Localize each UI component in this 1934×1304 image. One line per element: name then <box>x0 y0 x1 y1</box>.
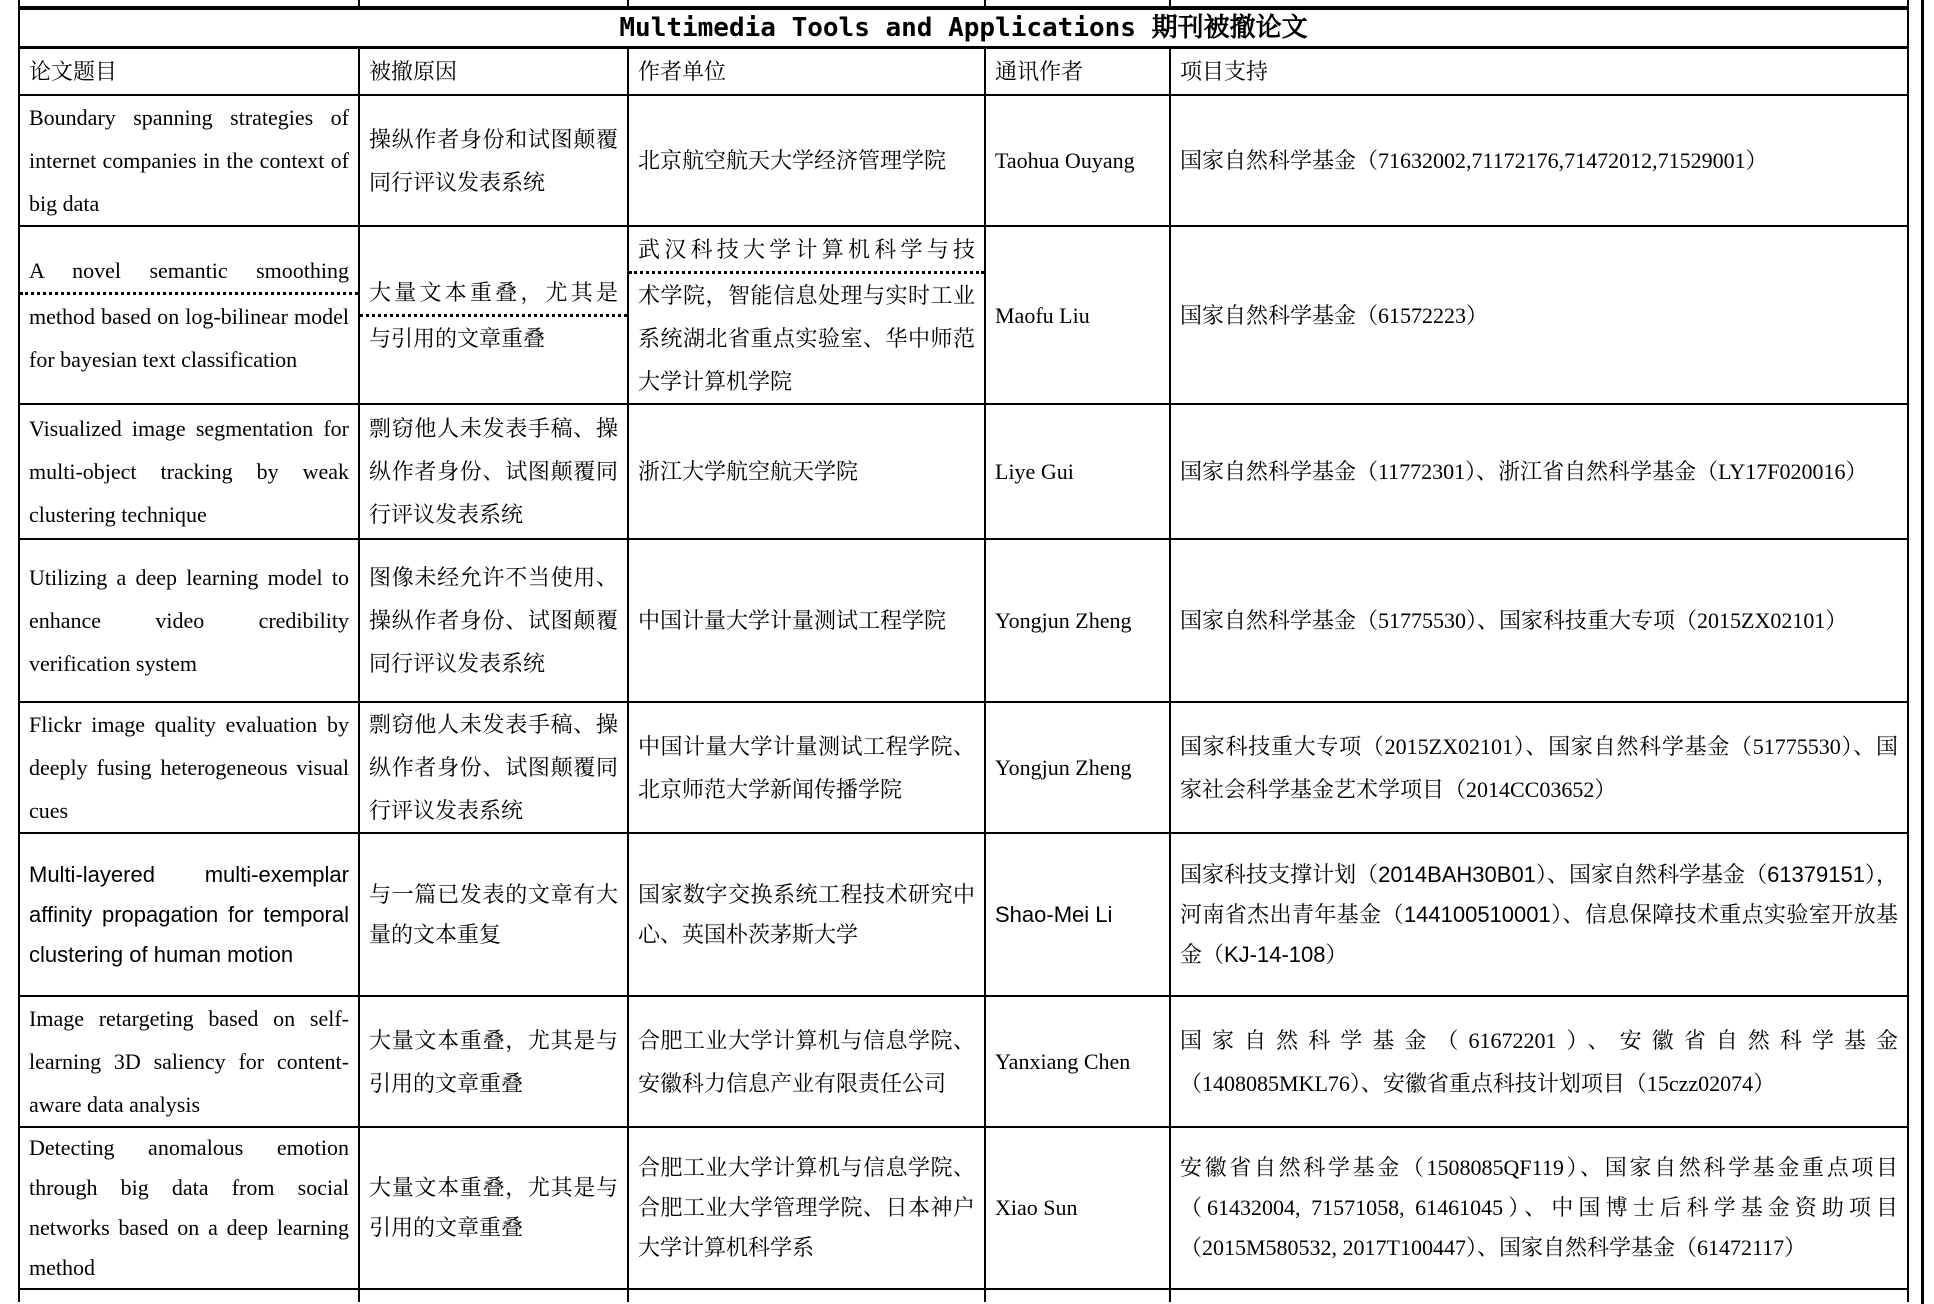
cell-affiliation: 国家数字交换系统工程技术研究中心、英国朴茨茅斯大学 <box>628 833 985 996</box>
cell-funding: 国家自然科学基金（51775530）、国家科技重大专项（2015ZX02101） <box>1170 539 1908 702</box>
affiliation-rest: 术学院，智能信息处理与实时工业系统湖北省重点实验室、华中师范大学计算机学院 <box>638 282 975 394</box>
cell-affiliation: 合肥工业大学计算机与信息学院、安徽科力信息产业有限责任公司 <box>628 996 985 1127</box>
cell-corresponding-author: Yongjun Zheng <box>985 702 1170 833</box>
empty-cell <box>19 1289 359 1302</box>
paper-title-rest: method based on log-bilinear model for bayesian text classification <box>29 304 349 372</box>
cell-funding: 安徽省自然科学基金（1508085QF119）、国家自然科学基金重点项目（61432004, 71571058, 61461045）、中国博士后科学基金资助项目（2015M580532, 2017T100447）、国家自然科学基金（61472117） <box>1170 1127 1908 1289</box>
cell-paper-title: Boundary spanning strategies of internet companies in the context of big data <box>19 95 359 226</box>
cell-corresponding-author: Xiao Sun <box>985 1127 1170 1289</box>
cell-affiliation: 北京航空航天大学经济管理学院 <box>628 95 985 226</box>
cell-affiliation: 中国计量大学计量测试工程学院、北京师范大学新闻传播学院 <box>628 702 985 833</box>
cell-funding: 国家自然科学基金（11772301）、浙江省自然科学基金（LY17F020016） <box>1170 404 1908 539</box>
empty-cell <box>1170 0 1908 8</box>
header-funding: 项目支持 <box>1170 48 1908 96</box>
cell-funding: 国家自然科学基金（61672201）、安徽省自然科学基金（1408085MKL76）、安徽省重点科技计划项目（15czz02074） <box>1170 996 1908 1127</box>
cell-paper-title: Multi-layered multi-exemplar affinity propagation for temporal clustering of human motion <box>19 833 359 996</box>
tracked-change-line: 武汉科技大学计算机科学与技 <box>629 228 984 274</box>
header-paper-title: 论文题目 <box>19 48 359 96</box>
cell-affiliation: 浙江大学航空航天学院 <box>628 404 985 539</box>
cell-corresponding-author: Yanxiang Chen <box>985 996 1170 1127</box>
empty-cell <box>628 0 985 8</box>
cell-affiliation: 合肥工业大学计算机与信息学院、合肥工业大学管理学院、日本神户大学计算机科学系 <box>628 1127 985 1289</box>
cell-retraction-reason: 图像未经允许不当使用、操纵作者身份、试图颠覆同行评议发表系统 <box>359 539 628 702</box>
table-row-partial-bottom <box>19 1289 1908 1302</box>
table-row <box>19 833 1908 996</box>
header-retraction-reason: 被撤原因 <box>359 48 628 96</box>
cell-retraction-reason: 操纵作者身份和试图颠覆同行评议发表系统 <box>359 95 628 226</box>
cell-corresponding-author: Shao-Mei Li <box>985 833 1170 996</box>
empty-cell <box>985 1289 1170 1302</box>
table-row <box>19 996 1908 1127</box>
table-row <box>19 95 1908 226</box>
cell-funding: 国家科技重大专项（2015ZX02101）、国家自然科学基金（51775530）、国家社会科学基金艺术学项目（2014CC03652） <box>1170 702 1908 833</box>
empty-cell <box>628 1289 985 1302</box>
cell-corresponding-author: Liye Gui <box>985 404 1170 539</box>
cell-retraction-reason: 与一篇已发表的文章有大量的文本重复 <box>359 833 628 996</box>
cell-retraction-reason <box>359 226 628 404</box>
table-row <box>19 1127 1908 1289</box>
cell-funding: 国家科技支撑计划（2014BAH30B01）、国家自然科学基金（61379151），河南省杰出青年基金（144100510001）、信息保障技术重点实验室开放基金（KJ-14-108） <box>1170 833 1908 996</box>
table-row <box>19 539 1908 702</box>
cell-corresponding-author: Maofu Liu <box>985 226 1170 404</box>
table-row <box>19 702 1908 833</box>
cell-corresponding-author: Taohua Ouyang <box>985 95 1170 226</box>
table-title-row <box>19 8 1908 48</box>
cell-affiliation: 中国计量大学计量测试工程学院 <box>628 539 985 702</box>
table-title: Multimedia Tools and Applications 期刊被撤论文 <box>19 8 1908 48</box>
cell-funding: 国家自然科学基金（71632002,71172176,71472012,71529001） <box>1170 95 1908 226</box>
cell-corresponding-author: Yongjun Zheng <box>985 539 1170 702</box>
cell-paper-title: Detecting anomalous emotion through big data from social networks based on a deep learning method <box>19 1127 359 1289</box>
empty-cell <box>1170 1289 1908 1302</box>
cell-retraction-reason: 剽窃他人未发表手稿、操纵作者身份、试图颠覆同行评议发表系统 <box>359 404 628 539</box>
cell-paper-title: Utilizing a deep learning model to enhance video credibility verification system <box>19 539 359 702</box>
cell-paper-title: Visualized image segmentation for multi-object tracking by weak clustering technique <box>19 404 359 539</box>
table-row <box>19 404 1908 539</box>
retracted-papers-table <box>18 0 1909 1302</box>
cell-paper-title <box>19 226 359 404</box>
header-affiliation: 作者单位 <box>628 48 985 96</box>
empty-cell <box>985 0 1170 8</box>
cell-retraction-reason: 剽窃他人未发表手稿、操纵作者身份、试图颠覆同行评议发表系统 <box>359 702 628 833</box>
cell-retraction-reason: 大量文本重叠，尤其是与引用的文章重叠 <box>359 996 628 1127</box>
window-edge-line <box>1921 0 1924 1304</box>
cell-retraction-reason: 大量文本重叠，尤其是与引用的文章重叠 <box>359 1127 628 1289</box>
empty-cell <box>359 0 628 8</box>
empty-cell <box>359 1289 628 1302</box>
tracked-change-line: 大量文本重叠，尤其是 <box>360 271 627 317</box>
table-header-row <box>19 48 1908 96</box>
table-row-partial-top <box>19 0 1908 8</box>
cell-funding: 国家自然科学基金（61572223） <box>1170 226 1908 404</box>
retraction-reason-rest: 与引用的文章重叠 <box>369 325 546 351</box>
table-row <box>19 226 1908 404</box>
tracked-change-line: A novel semantic smoothing <box>20 249 358 295</box>
cell-affiliation <box>628 226 985 404</box>
empty-cell <box>19 0 359 8</box>
header-corresponding-author: 通讯作者 <box>985 48 1170 96</box>
cell-paper-title: Flickr image quality evaluation by deeply fusing heterogeneous visual cues <box>19 702 359 833</box>
cell-paper-title: Image retargeting based on self-learning 3D saliency for content-aware data analysis <box>19 996 359 1127</box>
